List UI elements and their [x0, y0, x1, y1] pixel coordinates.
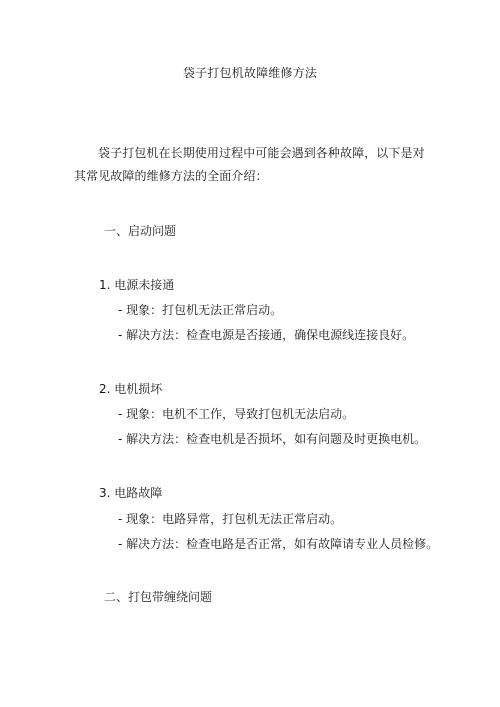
detail-symptom-motor: - 现象：电机不工作，导致打包机无法启动。 — [118, 407, 355, 421]
item-heading-motor: 2. 电机损坏 — [99, 382, 163, 396]
section-heading-startup: 一、启动问题 — [104, 224, 177, 238]
item-heading-circuit: 3. 电路故障 — [99, 486, 163, 500]
item-heading-power: 1. 电源未接通 — [99, 278, 175, 292]
detail-solution-power: - 解决方法：检查电源是否接通，确保电源线连接良好。 — [118, 328, 415, 342]
detail-symptom-power: - 现象：打包机无法正常启动。 — [118, 303, 283, 317]
intro-paragraph: 袋子打包机在长期使用过程中可能会遇到各种故障，以下是对其常见故障的维修方法的全面介绍： — [74, 146, 425, 183]
document-title: 袋子打包机故障维修方法 — [182, 66, 318, 80]
detail-solution-motor: - 解决方法：检查电机是否损坏，如有问题及时更换电机。 — [118, 432, 427, 446]
detail-solution-circuit: - 解决方法：检查电路是否正常，如有故障请专业人员检修。 — [118, 537, 439, 551]
detail-symptom-circuit: - 现象：电路异常，打包机无法正常启动。 — [118, 512, 343, 526]
section-heading-strap-winding: 二、打包带缠绕问题 — [104, 590, 213, 604]
